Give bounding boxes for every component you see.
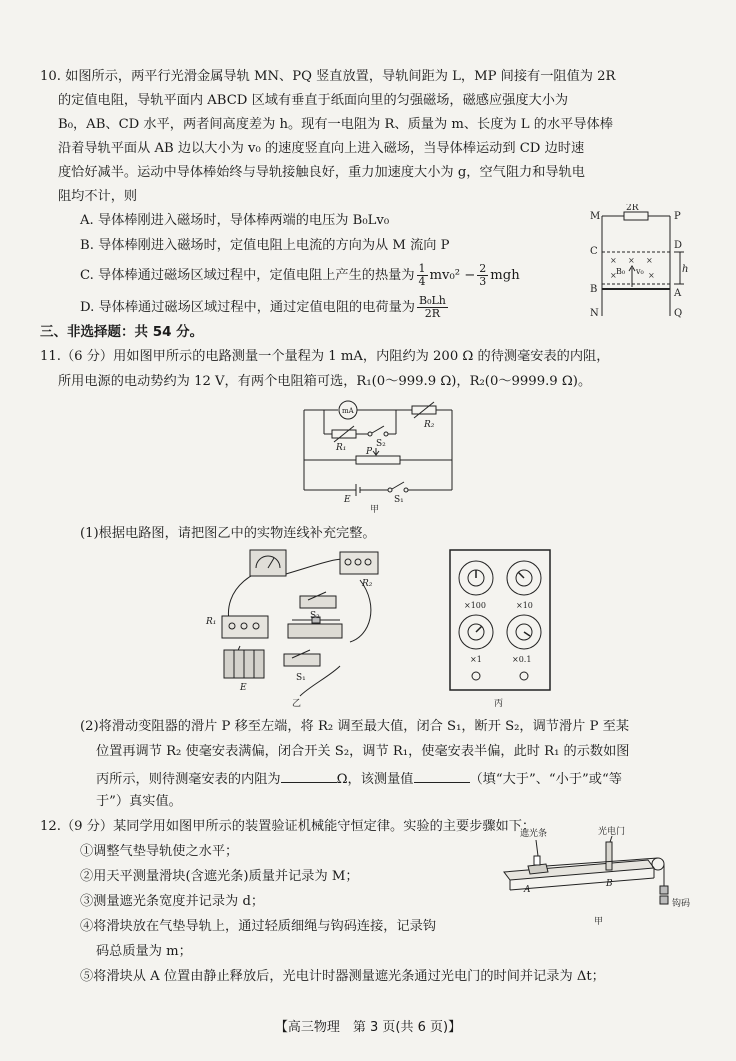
q10-line3: B₀，AB、CD 水平，两者间高度差为 h。现有一电阻为 R、质量为 m、长度为 L 的水平导体棒 bbox=[58, 117, 613, 132]
q12-step2: ②用天平测量滑块(含遮光条)质量并记录为 M； bbox=[80, 869, 359, 884]
part2-text-a: 丙所示，则待测毫安表的内阻为 bbox=[96, 772, 281, 787]
fraction-denominator: 2R bbox=[424, 307, 441, 320]
part2-text-c: （填“大于”、“小于”或“等 bbox=[469, 772, 622, 787]
label-s1: S₁ bbox=[394, 495, 404, 505]
q11-circuit-diagram bbox=[296, 398, 462, 514]
option-d-text: D. 导体棒通过磁场区域过程中，通过定值电阻的电荷量为 bbox=[80, 300, 415, 315]
switch-s1 bbox=[392, 482, 404, 489]
q11-resistance-box-figure bbox=[446, 548, 556, 710]
part2-text-b: Ω，该测量值 bbox=[336, 772, 414, 787]
option-c-text: C. 导体棒通过磁场区域过程中，定值电阻上产生的热量为 bbox=[80, 268, 415, 283]
label-s2: S₂ bbox=[376, 439, 386, 449]
q11-part2-line1: (2)将滑动变阻器的滑片 P 移至左端，将 R₂ 调至最大值，闭合 S₁，断开 S₂，调节滑片 P 至某 bbox=[80, 719, 630, 734]
dial-label-x10: ×10 bbox=[516, 601, 533, 610]
caption-bing: 丙 bbox=[494, 699, 504, 709]
hook-weight bbox=[660, 886, 668, 894]
q10-line4: 沿着导轨平面从 AB 边以大小为 v₀ 的速度竖直向上进入磁场，当导体棒运动到 CD 边时速 bbox=[58, 141, 585, 156]
terminal-right bbox=[520, 672, 528, 680]
fraction-numerator: 1 bbox=[418, 262, 426, 275]
label-p: P bbox=[366, 447, 373, 457]
q12-air-track-figure bbox=[498, 824, 694, 934]
fraction-two-thirds bbox=[477, 263, 488, 288]
label-b0: B₀ bbox=[616, 267, 626, 276]
section-3-heading: 三、非选择题：共 54 分。 bbox=[40, 324, 204, 340]
q10-line2: 的定值电阻，导轨平面内 ABCD 区域有垂直于纸面向里的匀强磁场，磁感应强度大小为 bbox=[58, 93, 569, 108]
q11-line1: 11.（6 分）用如图甲所示的电路测量一个量程为 1 mA，内阻约为 200 Ω 的待测毫安表的内阻， bbox=[40, 349, 610, 364]
label-s1: S₁ bbox=[296, 673, 306, 683]
terminal-left bbox=[472, 672, 480, 680]
shading-strip bbox=[534, 856, 540, 865]
q10-line5: 度恰好减半。运动中导体棒始终与导轨接触良好，重力加速度大小为 g，空气阻力和导轨电 bbox=[58, 165, 585, 180]
q11-part2-line4: 于”）真实值。 bbox=[96, 794, 182, 809]
label-d: D bbox=[674, 240, 683, 251]
fraction-numerator: B₀Lh bbox=[418, 294, 446, 307]
q12-step3: ③测量遮光条宽度并记录为 d； bbox=[80, 894, 265, 909]
q10-line6: 阻均不计，则 bbox=[58, 189, 138, 204]
q11-apparatus-figure bbox=[200, 546, 396, 710]
label-a: A bbox=[524, 885, 531, 895]
label-r2: R₂ bbox=[424, 420, 435, 430]
q12-step4-line1: ④将滑块放在气垫导轨上，通过轻质细绳与钩码连接，记录钩 bbox=[80, 919, 437, 934]
label-b: B bbox=[606, 879, 613, 889]
pulley bbox=[652, 858, 664, 870]
dial-label-x0.1: ×0.1 bbox=[512, 655, 532, 664]
q10-rail-figure bbox=[582, 204, 692, 322]
q10-option-c bbox=[80, 263, 520, 288]
caption-jia: 甲 bbox=[594, 917, 604, 927]
label-ma: mA bbox=[342, 407, 354, 415]
label-photogate: 光电门 bbox=[598, 827, 626, 837]
q10-option-b: B. 导体棒刚进入磁场时，定值电阻上电流的方向为从 M 流向 P bbox=[80, 238, 450, 253]
label-a: A bbox=[674, 288, 682, 299]
caption-jia: 甲 bbox=[370, 505, 380, 514]
label-2r: 2R bbox=[626, 204, 639, 213]
switch-s2-device bbox=[300, 596, 336, 608]
resistor-2r bbox=[624, 212, 648, 220]
switch-s1-device bbox=[284, 654, 320, 666]
svg-text:×: × bbox=[648, 271, 655, 280]
rheostat-device bbox=[288, 624, 342, 638]
label-q: Q bbox=[674, 308, 683, 319]
air-track bbox=[504, 860, 654, 880]
label-h: h bbox=[682, 264, 689, 275]
photogate bbox=[606, 842, 612, 870]
svg-text:×: × bbox=[646, 256, 653, 265]
fraction-numerator: 2 bbox=[479, 262, 487, 275]
label-r1: R₁ bbox=[206, 617, 217, 627]
label-b: B bbox=[590, 284, 598, 295]
label-v0: v₀ bbox=[636, 267, 644, 276]
rheostat bbox=[356, 456, 400, 464]
fraction-denominator: 4 bbox=[418, 275, 426, 288]
label-r1: R₁ bbox=[336, 443, 347, 453]
label-s2: S₂ bbox=[310, 611, 320, 621]
label-r2: R₂ bbox=[362, 579, 373, 589]
fraction-charge bbox=[417, 295, 448, 320]
option-c-post: mgh bbox=[490, 268, 520, 283]
label-c: C bbox=[590, 246, 598, 257]
dial-label-x100: ×100 bbox=[464, 601, 486, 610]
q10-line1: 10. 如图所示，两平行光滑金属导轨 MN、PQ 竖直放置，导轨间距为 L，MP 间接有一阻值为 2R bbox=[40, 69, 616, 84]
label-n: N bbox=[590, 308, 599, 319]
label-p: P bbox=[674, 211, 681, 222]
label-e: E bbox=[240, 683, 247, 693]
fraction-one-quarter bbox=[417, 263, 428, 288]
q11-part1: (1)根据电路图，请把图乙中的实物连线补充完整。 bbox=[80, 526, 376, 541]
dial-label-x1: ×1 bbox=[470, 655, 482, 664]
caption-yi: 乙 bbox=[292, 699, 302, 709]
label-hook-weight: 钩码 bbox=[672, 899, 691, 909]
q11-part2-line3 bbox=[96, 768, 622, 789]
q12-step4-line2: 码总质量为 m； bbox=[96, 944, 192, 959]
q11-part2-line2: 位置再调节 R₂ 使毫安表满偏，闭合开关 S₂，调节 R₁，使毫安表半偏，此时 R₁ 的示数如图 bbox=[96, 744, 630, 759]
page-footer: 【高三物理 第 3 页(共 6 页)】 bbox=[274, 1020, 462, 1035]
answer-blank-resistance[interactable] bbox=[281, 768, 337, 783]
q11-line2: 所用电源的电动势约为 12 V，有两个电阻箱可选，R₁(0～999.9 Ω)，R₂(0～9999.9 Ω)。 bbox=[58, 374, 592, 389]
q12-step5: ⑤将滑块从 A 位置由静止释放后，光电计时器测量遮光条通过光电门的时间并记录为 Δt； bbox=[80, 969, 605, 984]
svg-text:×: × bbox=[628, 256, 635, 265]
q12-step1: ①调整气垫导轨使之水平； bbox=[80, 844, 239, 859]
q12-line1: 12.（9 分）某同学用如图甲所示的装置验证机械能守恒定律。实验的主要步骤如下： bbox=[40, 819, 536, 834]
svg-text:×: × bbox=[610, 271, 617, 280]
q10-option-a: A. 导体棒刚进入磁场时，导体棒两端的电压为 B₀Lv₀ bbox=[80, 213, 390, 228]
milliammeter-device bbox=[250, 550, 286, 576]
option-c-mid: mv₀² − bbox=[429, 268, 476, 283]
fraction-denominator: 3 bbox=[479, 275, 487, 288]
label-shading-strip: 遮光条 bbox=[520, 829, 548, 839]
q10-option-d bbox=[80, 295, 450, 320]
label-m: M bbox=[590, 211, 601, 222]
answer-blank-comparison[interactable] bbox=[414, 768, 470, 783]
label-e: E bbox=[344, 495, 351, 505]
svg-text:×: × bbox=[610, 256, 617, 265]
